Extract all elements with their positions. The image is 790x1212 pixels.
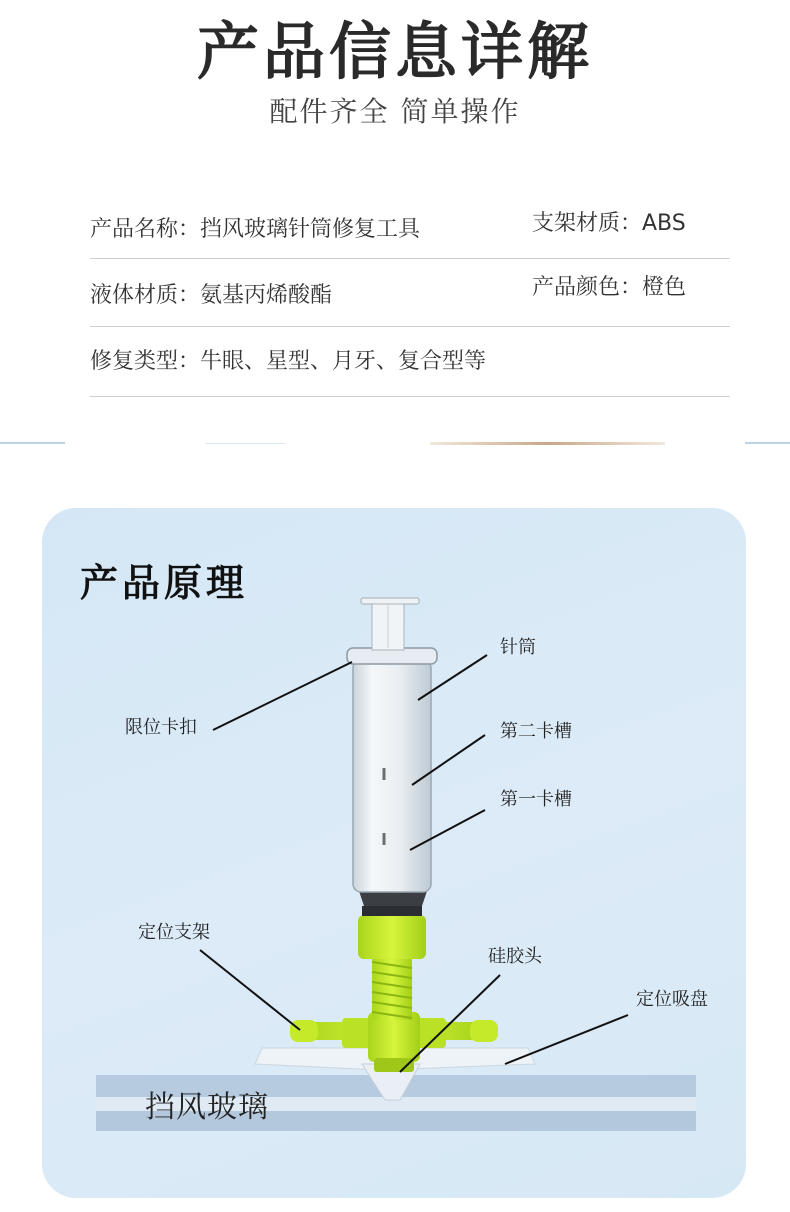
label-positioning-bracket: 定位支架 <box>138 922 210 943</box>
page-title: 产品信息详解 <box>196 15 593 88</box>
spec-repair-type: 修复类型：牛眼、星型、月牙、复合型等 <box>90 349 487 374</box>
label-windshield: 挡风玻璃 <box>145 1090 269 1125</box>
label-first-slot: 第一卡槽 <box>500 789 572 810</box>
page-subtitle: 配件齐全 简单操作 <box>269 95 521 128</box>
label-limit-clip: 限位卡扣 <box>125 717 197 738</box>
bracket-knob <box>358 915 426 959</box>
spec-product-color: 产品颜色：橙色 <box>532 275 687 300</box>
label-silicone-head: 硅胶头 <box>488 946 542 967</box>
spec-liquid-material: 液体材质：氨基丙烯酸酯 <box>90 283 333 308</box>
syringe-barrel <box>347 648 437 892</box>
label-syringe: 针筒 <box>500 637 536 658</box>
label-second-slot: 第二卡槽 <box>500 721 572 742</box>
syringe-plunger <box>361 598 419 650</box>
screw-thread <box>372 955 412 1020</box>
spec-product-name: 产品名称：挡风玻璃针筒修复工具 <box>90 217 421 242</box>
principle-title: 产品原理 <box>80 561 249 605</box>
spec-bracket-material: 支架材质：ABS <box>532 211 686 236</box>
label-suction-cup: 定位吸盘 <box>636 989 708 1010</box>
